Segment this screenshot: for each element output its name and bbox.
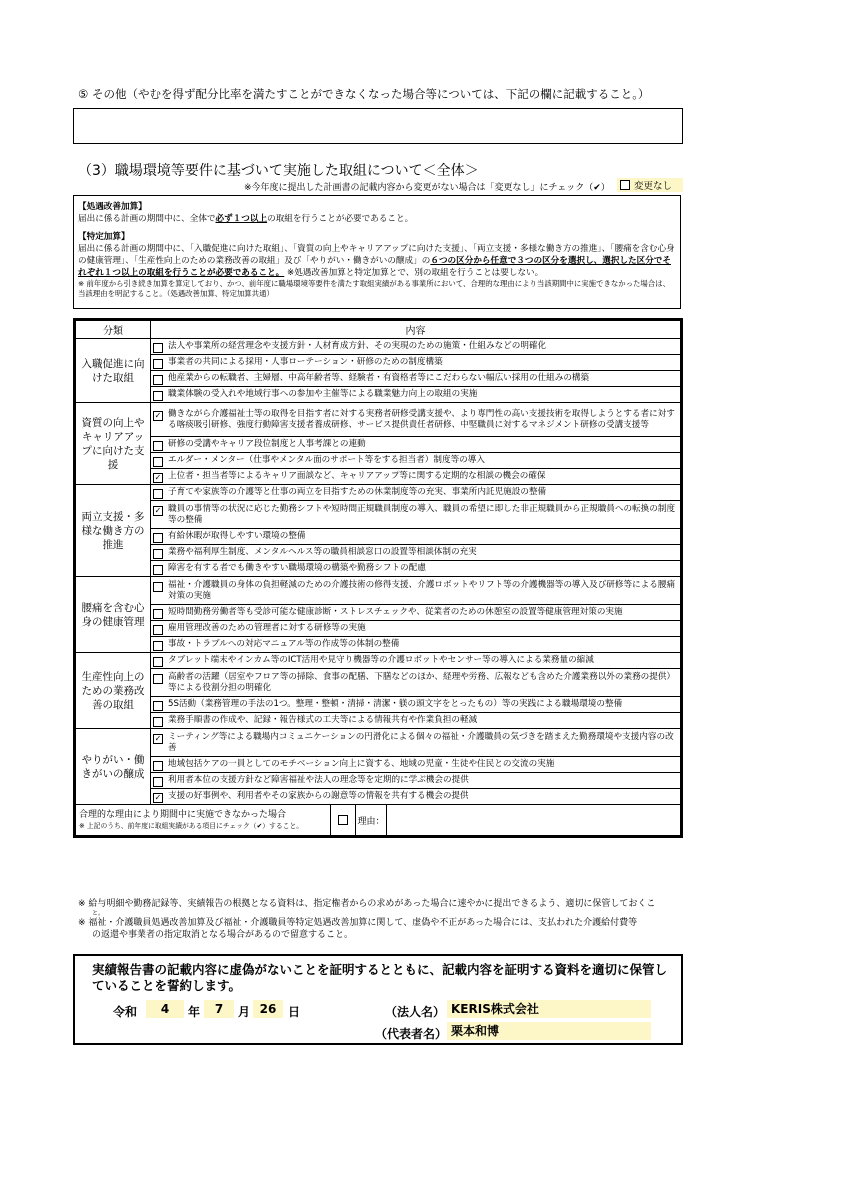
- item-text: タブレット端末やインカム等のICT活用や見守り機器等の介護ロボットやセンサー等の導入による業務量の縮減: [168, 654, 594, 665]
- list-item: [153, 672, 678, 694]
- item-checkbox[interactable]: [153, 343, 163, 353]
- item-checkbox[interactable]: ✓: [154, 505, 162, 515]
- table-row: [76, 621, 681, 637]
- item-text: 有給休暇が取得しやすい環境の整備: [168, 530, 306, 541]
- section5-label: ⑤ その他（やむを得ず配分比率を満たすことができなくなった場合等については、下記の欄に記載すること。）: [78, 87, 650, 101]
- table-row: [76, 501, 681, 529]
- year-field[interactable]: 4: [146, 1000, 184, 1018]
- shogu-title: 【処遇改善加算】: [78, 202, 147, 212]
- item-checkbox[interactable]: [153, 641, 163, 651]
- list-item: [153, 531, 678, 543]
- table-row: [76, 387, 681, 403]
- item-checkbox[interactable]: [153, 761, 163, 771]
- category-label: 入職促進に向けた取組: [76, 339, 151, 403]
- list-item: [153, 341, 678, 353]
- category-label: 生産性向上のための業務改善の取組: [76, 653, 151, 729]
- item-checkbox[interactable]: [153, 489, 163, 499]
- item-text: 短時間勤務労働者等も受診可能な健康診断・ストレスチェックや、従業者のための休憩室の設置等健康管理対策の実施: [168, 606, 623, 617]
- item-text: 職員の事情等の状況に応じた勤務シフトや短時間正規職員制度の導入、職員の希望に即した非正規職員から正規職員への転換の制度等の整備: [168, 503, 676, 525]
- item-text: ミーティング等による職場内コミュニケーションの円滑化による個々の福祉・介護職員の気づきを踏まえた勤務環境や支援内容の改善: [168, 731, 674, 753]
- rep-label: （代表者名）: [375, 1027, 448, 1041]
- list-item: [153, 715, 678, 727]
- corp-name-field[interactable]: KERIS株式会社: [447, 1000, 651, 1018]
- requirements-info-box: [73, 195, 681, 309]
- day-field[interactable]: 26: [253, 1000, 283, 1018]
- item-text: 支援の好事例や、利用者やその家族からの謝意等の情報を共有する機会の提供: [168, 790, 469, 801]
- section3-heading: （3）職場環境等要件に基づいて実施した取組について＜全体＞: [78, 163, 479, 179]
- item-text: 働きながら介護福祉士等の取得を目指す者に対する実務者研修受講支援や、より専門性の高い支援技術を取得しようとする者に対する喀痰吸引研修、強度行動障害支援者養成研修、サービス提供責任者研修、中堅職員に対するマネジメント研修の受講支援等: [168, 408, 675, 430]
- item-checkbox[interactable]: [153, 549, 163, 559]
- item-text: 高齢者の活躍（居室やフロア等の掃除、食事の配膳、下膳などのほか、経理や労務、広報なども含めた介護業務以外の業務の提供）等による役割分担の明確化: [168, 671, 676, 693]
- table-row: [76, 339, 681, 355]
- list-item: [153, 607, 678, 619]
- item-checkbox[interactable]: [153, 359, 163, 369]
- list-item: [153, 699, 678, 711]
- table-row: [76, 469, 681, 485]
- no-change-notice: ※今年度に提出した計画書の記載内容から変更がない場合は「変更なし」にチェック（✔）: [244, 183, 610, 193]
- reason-note: ※ 上記のうち、前年度に取組実績がある項目にチェック（✔）すること。: [79, 822, 304, 830]
- item-checkbox[interactable]: [153, 565, 163, 575]
- reason-input[interactable]: [387, 805, 680, 835]
- reason-label: 合理的な理由により期間中に実施できなかった場合: [79, 810, 287, 820]
- item-text: 雇用管理改善のための管理者に対する研修等の実施: [168, 622, 366, 633]
- item-text: 上位者・担当者等によるキャリア面談など、キャリアアップ等に関する定期的な相談の機会の確保: [168, 470, 546, 481]
- shogu-text: 届出に係る計画の期間中に、全体で必ず１つ以上の取組を行うことが必要であること。: [78, 213, 414, 224]
- item-checkbox[interactable]: ✓: [154, 410, 162, 420]
- reason-label-cell: [76, 805, 331, 835]
- item-text: 法人や事業所の経営理念や支援方針・人材育成方針、その実現のための施策・仕組みなどの明確化: [168, 340, 547, 351]
- item-checkbox[interactable]: [153, 777, 163, 787]
- item-checkbox[interactable]: [153, 609, 163, 619]
- table-row: [76, 545, 681, 561]
- list-item: [153, 623, 678, 635]
- item-checkbox[interactable]: ✓: [154, 472, 162, 482]
- footnote-1-cont: と。: [92, 910, 105, 917]
- table-row: [76, 637, 681, 653]
- table-row: [76, 403, 681, 437]
- table-row: [76, 757, 681, 773]
- table-row: [76, 653, 681, 669]
- item-checkbox[interactable]: ✓: [154, 792, 162, 802]
- month-label: 月: [238, 1005, 251, 1019]
- table-row: [76, 437, 681, 453]
- item-checkbox[interactable]: [153, 717, 163, 727]
- item-checkbox[interactable]: [153, 625, 163, 635]
- item-checkbox[interactable]: [153, 533, 163, 543]
- list-item: [153, 373, 678, 385]
- table-row: [76, 789, 681, 805]
- item-checkbox[interactable]: [153, 375, 163, 385]
- no-change-label: 変更なし: [634, 181, 673, 192]
- list-item: [153, 639, 678, 651]
- item-text: 福祉・介護職員の身体の負担軽減のための介護技術の修得支援、介護ロボットやリフト等の介護機器等の導入及び研修等による腰痛対策の実施: [168, 579, 676, 601]
- list-item: [153, 655, 678, 667]
- table-row: [76, 729, 681, 757]
- no-change-field[interactable]: [617, 178, 683, 192]
- list-item: [153, 580, 678, 602]
- tokutei-title: 【特定加算】: [78, 232, 130, 243]
- info-note: ※ 前年度から引き続き加算を算定しており、かつ、前年度に職場環境等要件を満たす取組実績がある事業所において、合理的な理由により当該期間中に実施できなかった場合は、当該理由を明記すること。（処遇改善加算、特定加算共通）: [78, 279, 670, 299]
- item-text: 業務や福利厚生制度、メンタルヘルス等の職員相談窓口の設置等相談体制の充実: [168, 546, 477, 557]
- table-row: [76, 773, 681, 789]
- table-row: [76, 371, 681, 387]
- category-label: 腰痛を含む心身の健康管理: [76, 577, 151, 653]
- item-checkbox[interactable]: [153, 701, 163, 711]
- item-checkbox[interactable]: ✓: [154, 733, 162, 743]
- list-item: [153, 504, 678, 526]
- item-checkbox[interactable]: [153, 391, 163, 401]
- category-label: やりがい・働きがいの醸成: [76, 729, 151, 805]
- list-item: [153, 487, 678, 499]
- list-item: [153, 732, 678, 754]
- item-text: エルダー・メンター（仕事やメンタル面のサポート等をする担当者）制度等の導入: [168, 454, 485, 465]
- item-text: 他産業からの転職者、主婦層、中高年齢者等、経験者・有資格者等にこだわらない幅広い採用の仕組みの構築: [168, 372, 590, 383]
- item-checkbox[interactable]: [153, 657, 163, 667]
- reason-field-label: 理由：: [356, 805, 387, 835]
- rep-name-field[interactable]: 栗本和博: [447, 1022, 651, 1040]
- list-item: [153, 547, 678, 559]
- footnote-2: ※ 福祉・介護職員処遇改善加算及び福祉・介護職員等特定処遇改善加算に関して、虚偽や不正があった場合には、支払われた介護給付費等: [78, 918, 638, 928]
- item-text: 研修の受講やキャリア段位制度と人事考課との連動: [168, 438, 366, 449]
- list-item: [153, 439, 678, 451]
- table-row: [76, 713, 681, 729]
- declaration-text: 実績報告書の記載内容に虚偽がないことを証明するとともに、記載内容を証明する資料を適切に保管していることを誓約します。: [92, 962, 668, 993]
- item-text: 障害を有する者でも働きやすい職場環境の構築や勤務シフトの配慮: [168, 562, 426, 573]
- table-row: [76, 669, 681, 697]
- category-label: 両立支援・多様な働き方の推進: [76, 485, 151, 577]
- table-row: [76, 605, 681, 621]
- day-label: 日: [288, 1005, 301, 1019]
- item-text: 5S活動（業務管理の手法の1つ。整理・整頓・清掃・清潔・躾の頭文字をとったもの）等の実践による職場環境の整備: [168, 698, 623, 709]
- list-item: [153, 563, 678, 575]
- header-category: 分類: [76, 321, 151, 339]
- list-item: [153, 471, 678, 483]
- list-item: [153, 791, 678, 803]
- initiatives-table: [73, 318, 683, 838]
- item-text: 業務手順書の作成や、記録・報告様式の工夫等による情報共有や作業負担の軽減: [168, 714, 478, 725]
- table-row: [76, 697, 681, 713]
- table-row: [76, 577, 681, 605]
- list-item: [153, 759, 678, 771]
- list-item: [153, 357, 678, 369]
- era-label: 令和: [113, 1005, 138, 1019]
- corp-label: （法人名）: [385, 1005, 446, 1019]
- table-row: [76, 355, 681, 371]
- item-text: 事故・トラブルへの対応マニュアル等の作成等の体制の整備: [168, 638, 400, 649]
- table-row: [76, 529, 681, 545]
- item-checkbox[interactable]: [153, 457, 163, 467]
- item-checkbox[interactable]: [153, 441, 163, 451]
- item-text: 子育てや家族等の介護等と仕事の両立を目指すための休業制度等の充実、事業所内託児施設の整備: [168, 486, 547, 497]
- table-row: [76, 561, 681, 577]
- item-text: 地域包括ケアの一員としてのモチベーション向上に資する、地域の児童・生徒や住民との交流の実施: [168, 758, 555, 769]
- footnote-1: ※ 給与明細や勤務記録等、実績報告の根拠となる資料は、指定権者からの求めがあった場合に速やかに提出できるよう、適切に保管しておくこ: [78, 899, 656, 909]
- list-item: [153, 409, 678, 431]
- month-field[interactable]: 7: [204, 1000, 234, 1018]
- table-row: [76, 485, 681, 501]
- item-checkbox[interactable]: [153, 674, 163, 684]
- header-content: 内容: [151, 321, 681, 339]
- category-label: 資質の向上やキャリアアップに向けた支援: [76, 403, 151, 485]
- reason-row: [76, 805, 681, 836]
- item-text: 事業者の共同による採用・人事ローテーション・研修のための制度構築: [168, 356, 443, 367]
- section5-input-box[interactable]: [73, 108, 683, 144]
- item-text: 職業体験の受入れや地域行事への参加や主催等による職業魅力向上の取組の実施: [168, 388, 478, 399]
- no-change-checkbox[interactable]: [620, 180, 630, 190]
- list-item: [153, 389, 678, 401]
- list-item: [153, 455, 678, 467]
- reason-checkbox[interactable]: [338, 815, 348, 825]
- year-label: 年: [188, 1005, 201, 1019]
- footnote-2-cont: の返還や事業者の指定取消となる場合があるので留意すること。: [92, 930, 354, 940]
- table-row: [76, 453, 681, 469]
- item-text: 利用者本位の支援方針など障害福祉や法人の理念等を定期的に学ぶ機会の提供: [168, 774, 469, 785]
- item-checkbox[interactable]: [153, 582, 163, 592]
- tokutei-text: 届出に係る計画の期間中に、「入職促進に向けた取組」、「資質の向上やキャリアアップに向けた支援」、「両立支援・多様な働き方の推進」、「腰痛を含む心身の健康管理」、「生産性向上のための業務改善の取組」及び「やりがい・働きがいの醸成」の６つの区分から任意で３つの区分を選択し、選択した区分でそれぞれ１つ以上の取組を行うことが必要であること。 ※処遇改善加算と特定加算とで、別の取組を行うことは要しない。: [78, 244, 675, 278]
- list-item: [153, 775, 678, 787]
